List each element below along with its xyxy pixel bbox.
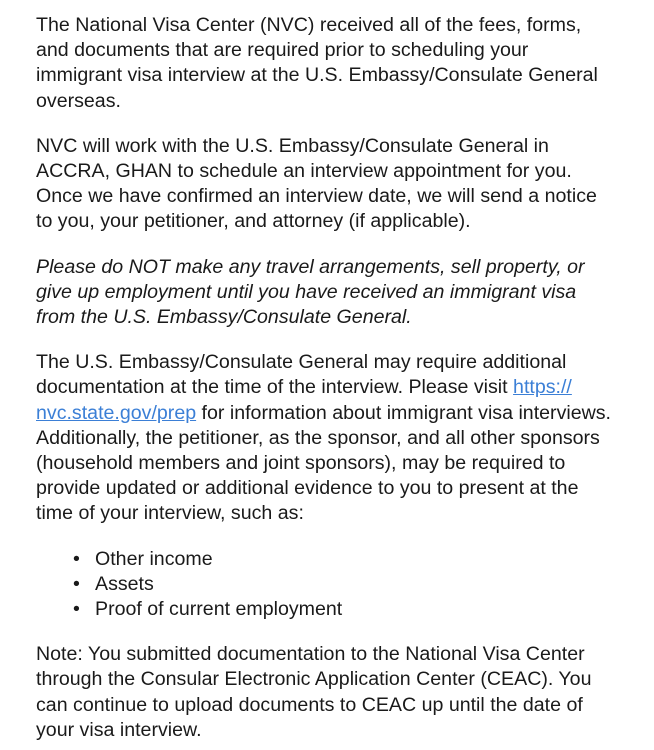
interview-scheduling-paragraph: NVC will work with the U.S. Embassy/Consulate General in ACCRA, GHAN to schedule an interview appointment for you. Once we have confirmed an interview date, we will send a notice to you, your petitioner, and attorney (if applicable). xyxy=(36,134,597,233)
list-item xyxy=(36,547,634,572)
nvc-prep-link-part2[interactable]: nvc.state.gov/prep xyxy=(36,401,197,424)
nvc-prep-link-part1[interactable]: https:// xyxy=(513,376,572,399)
bullet-marker: • xyxy=(73,598,80,621)
list-item-text: Assets xyxy=(95,572,154,595)
fees-received-paragraph: The National Visa Center (NVC) received all of the fees, forms, and documents that are required prior to scheduling your immigrant visa interview at the U.S. Embassy/Consulate General overseas. xyxy=(36,14,598,112)
documentation-text-after-link: for information about immigrant visa interviews. Additionally, the petitioner, as the sponsor, and all other sponsors (household members and joint sponsors), may be required to provide updated or additional evidence to you to present at the time of your interview, such as: xyxy=(36,401,612,525)
bullet-marker: • xyxy=(73,572,80,595)
list-item-text: Other income xyxy=(95,547,213,570)
documentation-text-before-link: The U.S. Embassy/Consulate General may require additional documentation at the time of the interview. Please visit xyxy=(36,351,567,399)
list-item xyxy=(36,597,634,622)
list-item-text: Proof of current employment xyxy=(95,598,343,621)
list-item xyxy=(36,572,634,597)
ceac-note-paragraph: Note: You submitted documentation to the National Visa Center through the Consular Electronic Application Center (CEAC). You can continue to upload documents to CEAC up until the date of your visa interview. xyxy=(36,643,592,741)
bullet-marker: • xyxy=(73,547,80,570)
travel-warning-paragraph: Please do NOT make any travel arrangements, sell property, or give up employment until you have received an immigrant visa from the U.S. Embassy/Consulate General. xyxy=(36,255,585,329)
evidence-list xyxy=(36,547,634,623)
additional-documentation-paragraph xyxy=(36,350,634,526)
